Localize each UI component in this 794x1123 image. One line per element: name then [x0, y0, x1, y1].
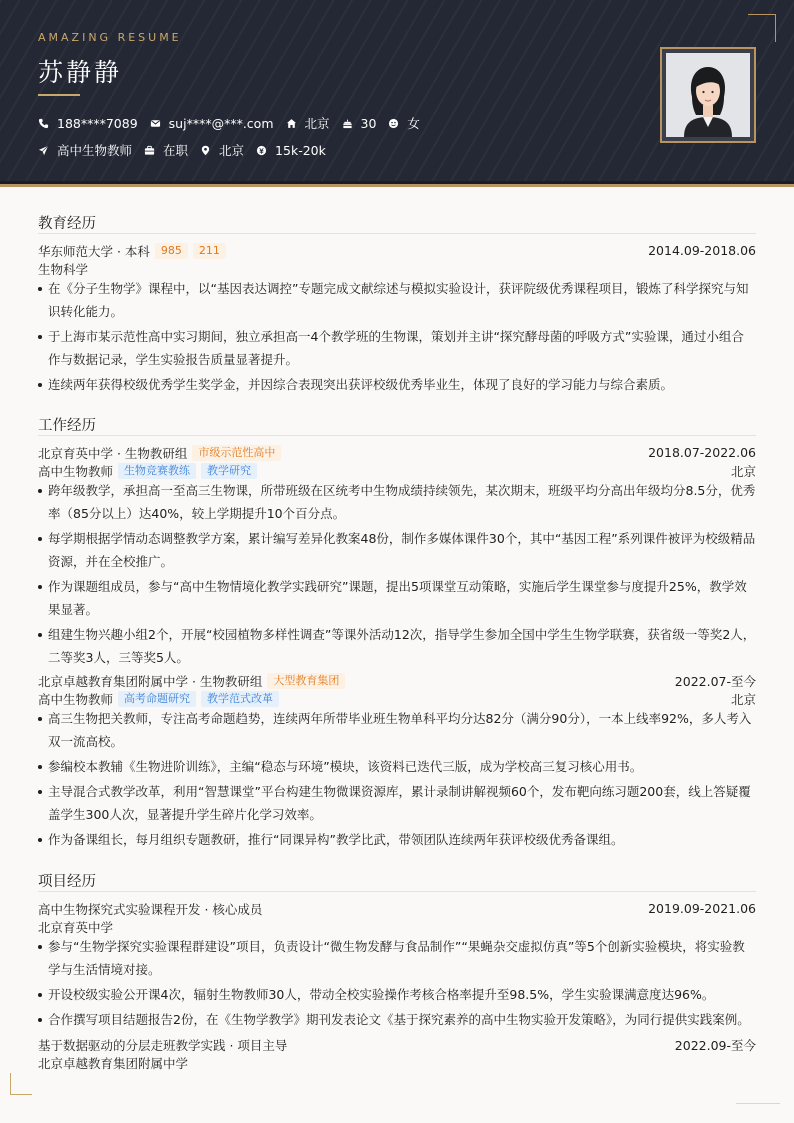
work-bullet: 参编校本教辅《生物进阶训练》，主编“稳态与环境”模块，该资料已迭代三版，成为学校高三复习核心用书。	[38, 756, 756, 779]
work-date: 2022.07-至今	[674, 673, 756, 689]
send-icon	[38, 145, 49, 156]
project-header-row	[38, 900, 756, 917]
work-role-tag: 生物竞赛教练	[118, 463, 196, 479]
briefcase-icon	[144, 145, 155, 156]
location-pin-icon	[200, 145, 211, 156]
work-location: 北京	[730, 463, 756, 479]
target-city-item	[200, 141, 244, 159]
gender-value: 女	[407, 116, 420, 131]
candidate-name: 苏静静	[38, 58, 123, 87]
project-bullet: 合作撰写项目结题报告2份，在《生物学教学》期刊发表论文《基于探究素养的高中生物实验开发策略》，为同行提供实践案例。	[38, 1009, 756, 1032]
work-role: 高中生物教师	[38, 691, 114, 707]
education-bullet: 连续两年获得校级优秀学生奖学金，并因综合表现突出获评校级优秀毕业生，体现了良好的学习能力与综合素质。	[38, 374, 756, 397]
city-item	[286, 114, 330, 132]
mail-icon	[150, 118, 161, 129]
work-header-row	[38, 444, 756, 461]
work-bullet: 主导混合式教学改革，利用“智慧课堂”平台构建生物微课资源库，累计录制讲解视频60个，发布靶向练习题200套，线上答疑覆盖学生300人次，显著提升学生碎片化学习效率。	[38, 781, 756, 826]
profile-photo	[660, 47, 756, 143]
education-tag-211: 211	[193, 243, 226, 259]
education-major-row	[38, 260, 756, 277]
avatar	[666, 53, 750, 137]
work-role: 高中生物教师	[38, 463, 114, 479]
work-company-tag: 市级示范性高中	[192, 445, 281, 461]
phone-icon	[38, 118, 49, 129]
salary-value: 15k-20k	[275, 142, 326, 158]
education-major: 生物科学	[38, 261, 89, 277]
job-status-item	[144, 141, 188, 159]
job-info-row	[38, 142, 338, 158]
education-school: 华东师范大学 · 本科	[38, 243, 150, 259]
education-date: 2014.09-2018.06	[648, 243, 756, 258]
work-company: 北京育英中学 · 生物教研组	[38, 445, 188, 461]
gender-item	[388, 114, 420, 132]
home-icon	[286, 118, 297, 129]
section-title-education: 教育经历	[38, 212, 756, 234]
target-position-item	[38, 141, 132, 159]
project-title: 基于数据驱动的分层走班教学实践 · 项目主导	[38, 1037, 288, 1053]
project-org-row	[38, 1054, 756, 1071]
education-tag-985: 985	[155, 243, 188, 259]
work-bullet: 作为课题组成员，参与“高中生物情境化教学实践研究”课题，提出5项课堂互动策略，实施后学生课堂参与度提升25%，教学效果显著。	[38, 576, 756, 621]
work-bullet: 组建生物兴趣小组2个，开展“校园植物多样性调查”等课外活动12次，指导学生参加全国中学生生物学联赛，获省级一等奖2人，二等奖3人，三等奖5人。	[38, 624, 756, 669]
email-item	[150, 116, 274, 131]
education-bullet: 于上海市某示范性高中实习期间，独立承担高一4个教学班的生物课，策划并主讲“探究酵母菌的呼吸方式”实验课，通过小组合作与数据记录，学生实验报告质量显著提升。	[38, 326, 756, 371]
work-company-tag: 大型教育集团	[267, 673, 345, 689]
project-title: 高中生物探究式实验课程开发 · 核心成员	[38, 901, 263, 917]
salary-item	[256, 143, 326, 158]
contact-info-row	[38, 115, 432, 131]
work-bullet: 跨年级教学，承担高一至高三生物课，所带班级在区统考中生物成绩持续领先，某次期末，班级平均分高出年级均分8.5分，优秀率（85分以上）达40%，较上学期提升10个百分点。	[38, 480, 756, 525]
work-role-row	[38, 690, 756, 707]
project-org-row	[38, 918, 756, 935]
project-org: 北京卓越教育集团附属中学	[38, 1055, 189, 1071]
resume-tagline: AMAZING RESUME	[38, 31, 182, 44]
target-city-value: 北京	[219, 143, 245, 158]
work-bullet: 高三生物把关教师，专注高考命题趋势，连续两年所带毕业班生物单科平均分达82分（满分90分），一本上线率92%，多人考入双一流高校。	[38, 708, 756, 753]
education-header-row	[38, 242, 756, 259]
target-position-value: 高中生物教师	[57, 143, 133, 158]
age-value: 30	[360, 115, 377, 131]
work-date: 2018.07-2022.06	[648, 445, 756, 460]
portrait-illustration	[666, 53, 750, 137]
work-role-row	[38, 462, 756, 479]
decorative-corner-bottom-left	[10, 1073, 32, 1095]
work-bullet: 每学期根据学情动态调整教学方案，累计编写差异化教案48份，制作多媒体课件30个，其中“基因工程”系列课件被评为校级精品资源，并在全校推广。	[38, 528, 756, 573]
phone-value: 188****7089	[57, 115, 138, 131]
work-location: 北京	[730, 691, 756, 707]
work-role-tag: 教学范式改革	[201, 691, 279, 707]
project-bullet: 参与“生物学探究实验课程群建设”项目，负责设计“微生物发酵与食品制作”“果蝇杂交虚拟仿真”等5个创新实验模块，将实验教学与生活情境对接。	[38, 936, 756, 981]
email-value: suj****@***.com	[168, 115, 274, 131]
project-bullet: 开设校级实验公开课4次，辐射生物教师30人，带动全校实验操作考核合格率提升至98.5%，学生实验课满意度达96%。	[38, 984, 756, 1007]
decorative-corner-top-right	[748, 14, 776, 42]
section-title-projects: 项目经历	[38, 870, 756, 892]
project-date: 2022.09-至今	[674, 1037, 756, 1053]
project-header-row	[38, 1036, 756, 1053]
decorative-line-bottom-right	[736, 1103, 780, 1104]
education-bullet: 在《分子生物学》课程中，以“基因表达调控”专题完成文献综述与模拟实验设计，获评院级优秀课程项目，锻炼了科学探究与知识转化能力。	[38, 278, 756, 323]
project-org: 北京育英中学	[38, 919, 114, 935]
work-bullet: 作为备课组长，每月组织专题教研，推行“同课异构”教学比武，带领团队连续两年获评校级优秀备课组。	[38, 829, 756, 852]
phone-item	[38, 116, 138, 131]
age-item	[342, 116, 377, 131]
cake-icon	[342, 118, 353, 129]
gender-icon	[388, 118, 399, 129]
work-company: 北京卓越教育集团附属中学 · 生物教研组	[38, 673, 263, 689]
work-role-tag: 高考命题研究	[118, 691, 196, 707]
project-date: 2019.09-2021.06	[648, 901, 756, 916]
job-status-value: 在职	[163, 143, 189, 158]
resume-header	[0, 0, 794, 187]
section-title-work: 工作经历	[38, 414, 756, 436]
money-icon	[256, 145, 267, 156]
work-header-row	[38, 672, 756, 689]
city-value: 北京	[304, 116, 330, 131]
work-role-tag: 教学研究	[201, 463, 257, 479]
name-underline	[38, 94, 80, 96]
